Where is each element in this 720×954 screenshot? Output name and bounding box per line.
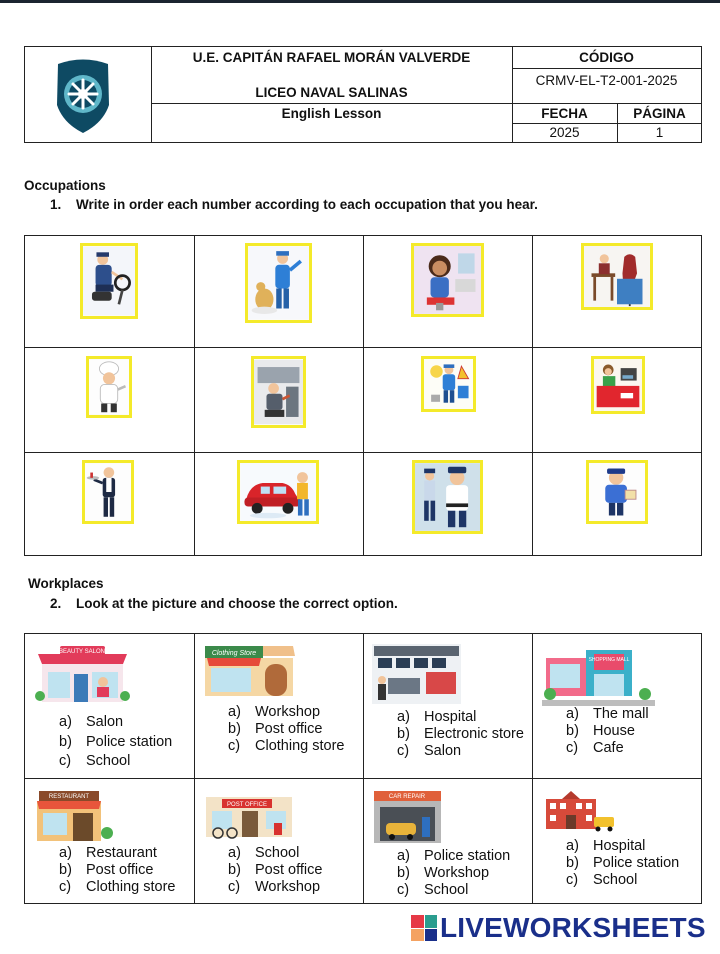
- divider: [532, 236, 533, 555]
- option-c[interactable]: c) School: [397, 882, 469, 898]
- option-c[interactable]: c) School: [566, 872, 638, 888]
- workplaces-title: Workplaces: [28, 576, 104, 591]
- car-washer-icon: [237, 460, 319, 524]
- option-a[interactable]: a) School: [228, 845, 300, 861]
- instruction-text: Write in order each number according to each occupation that you hear.: [76, 197, 538, 212]
- fecha-label: FECHA: [541, 106, 588, 121]
- divider: [363, 236, 364, 555]
- divider: [25, 778, 701, 779]
- option-a[interactable]: a) Restaurant: [59, 845, 157, 861]
- option-b[interactable]: b) Post office: [228, 721, 323, 737]
- car-repair-sign: CAR REPAIR: [388, 794, 426, 800]
- lesson-name: English Lesson: [281, 106, 382, 121]
- option-b[interactable]: b) Electronic store: [397, 726, 524, 742]
- restaurant-icon: [33, 789, 113, 843]
- police-officer-icon: [412, 460, 483, 534]
- header-meta-cell: [512, 47, 701, 142]
- option-c[interactable]: c) Clothing store: [59, 879, 176, 895]
- option-a[interactable]: a) Workshop: [228, 704, 321, 720]
- driver-icon: [80, 243, 138, 319]
- option-b[interactable]: b) Police station: [566, 855, 680, 871]
- options-2: [228, 704, 344, 755]
- occupations-title: Occupations: [24, 178, 106, 193]
- options-7: [397, 848, 510, 899]
- chef-icon: [86, 356, 132, 418]
- option-b[interactable]: b) Post office: [59, 862, 154, 878]
- option-b[interactable]: b) House: [566, 723, 635, 739]
- option-c[interactable]: c) Clothing store: [228, 738, 345, 754]
- option-a[interactable]: a) Salon: [59, 714, 124, 730]
- option-c[interactable]: c) Workshop: [228, 879, 321, 895]
- brand-mark-icon: [411, 915, 437, 941]
- beauty-salon-icon: [34, 644, 131, 706]
- restaurant-sign: RESTAURANT: [48, 794, 90, 800]
- salon-sign: BEAUTY SALON: [59, 649, 105, 655]
- option-c[interactable]: c) School: [59, 753, 131, 769]
- hairdresser-icon: [411, 243, 484, 317]
- top-bar: [0, 0, 720, 3]
- divider: [512, 103, 701, 104]
- instruction-number: 1.: [50, 197, 62, 212]
- liceo-name: LICEO NAVAL SALINAS: [255, 85, 408, 100]
- header-title-cell: [151, 47, 513, 142]
- options-4: [566, 706, 649, 757]
- option-b[interactable]: b) Post office: [228, 862, 323, 878]
- workplaces-instruction: [50, 596, 398, 611]
- waiter-icon: [82, 460, 134, 524]
- pagina-label: PÁGINA: [633, 106, 686, 121]
- post-office-sign: POST OFFICE: [227, 802, 267, 808]
- school-shield-logo: [25, 47, 151, 142]
- codigo-value: CRMV-EL-T2-001-2025: [535, 73, 678, 88]
- cashier-icon: [591, 356, 645, 414]
- divider: [532, 634, 533, 903]
- clothing-sign: Clothing Store: [211, 650, 257, 657]
- options-5: [59, 845, 175, 896]
- options-6: [228, 845, 322, 896]
- options-3: [397, 709, 524, 760]
- divider: [151, 103, 512, 104]
- options-1: [59, 713, 172, 772]
- occupations-grid: [24, 235, 702, 556]
- brand-name: LIVEWORKSHEETS: [440, 912, 706, 943]
- car-repair-icon: [372, 789, 443, 845]
- postman-icon: [586, 460, 648, 524]
- pagina-value: 1: [655, 125, 664, 140]
- divider: [25, 347, 701, 348]
- electronic-store-icon: [372, 644, 461, 704]
- divider: [512, 123, 701, 124]
- document-header: [24, 46, 702, 143]
- option-b[interactable]: b) Workshop: [397, 865, 490, 881]
- divider: [512, 68, 701, 69]
- fecha-value: 2025: [549, 125, 580, 140]
- option-c[interactable]: c) Salon: [397, 743, 462, 759]
- instruction-text: Look at the picture and choose the correct option.: [76, 596, 398, 611]
- divider: [25, 452, 701, 453]
- liveworksheets-logo[interactable]: [411, 912, 706, 944]
- codigo-label: CÓDIGO: [579, 50, 634, 65]
- option-a[interactable]: a) Hospital: [566, 838, 646, 854]
- shopping-mall-icon: [542, 644, 655, 706]
- option-b[interactable]: b) Police station: [59, 733, 173, 750]
- option-a[interactable]: a) Police station: [397, 848, 511, 864]
- mechanic-icon: [251, 356, 306, 428]
- option-c[interactable]: c) Cafe: [566, 740, 624, 756]
- school-building-icon: [542, 789, 616, 834]
- post-office-icon: [202, 789, 297, 841]
- logo-cell: [25, 47, 152, 142]
- instruction-number: 2.: [50, 596, 62, 611]
- electrician-icon: [421, 356, 476, 412]
- divider: [194, 634, 195, 903]
- school-name: U.E. CAPITÁN RAFAEL MORÁN VALVERDE: [192, 50, 471, 65]
- tailor-icon: [581, 243, 653, 310]
- occupations-instruction: [50, 197, 538, 212]
- dog-groomer-icon: [245, 243, 312, 323]
- options-8: [566, 838, 679, 889]
- mall-sign: SHOPPING MALL: [588, 657, 630, 663]
- divider: [194, 236, 195, 555]
- clothing-store-icon: [203, 644, 297, 698]
- workplaces-grid: [24, 633, 702, 904]
- divider: [363, 634, 364, 903]
- option-a[interactable]: a) The mall: [566, 706, 649, 722]
- option-a[interactable]: a) Hospital: [397, 709, 477, 725]
